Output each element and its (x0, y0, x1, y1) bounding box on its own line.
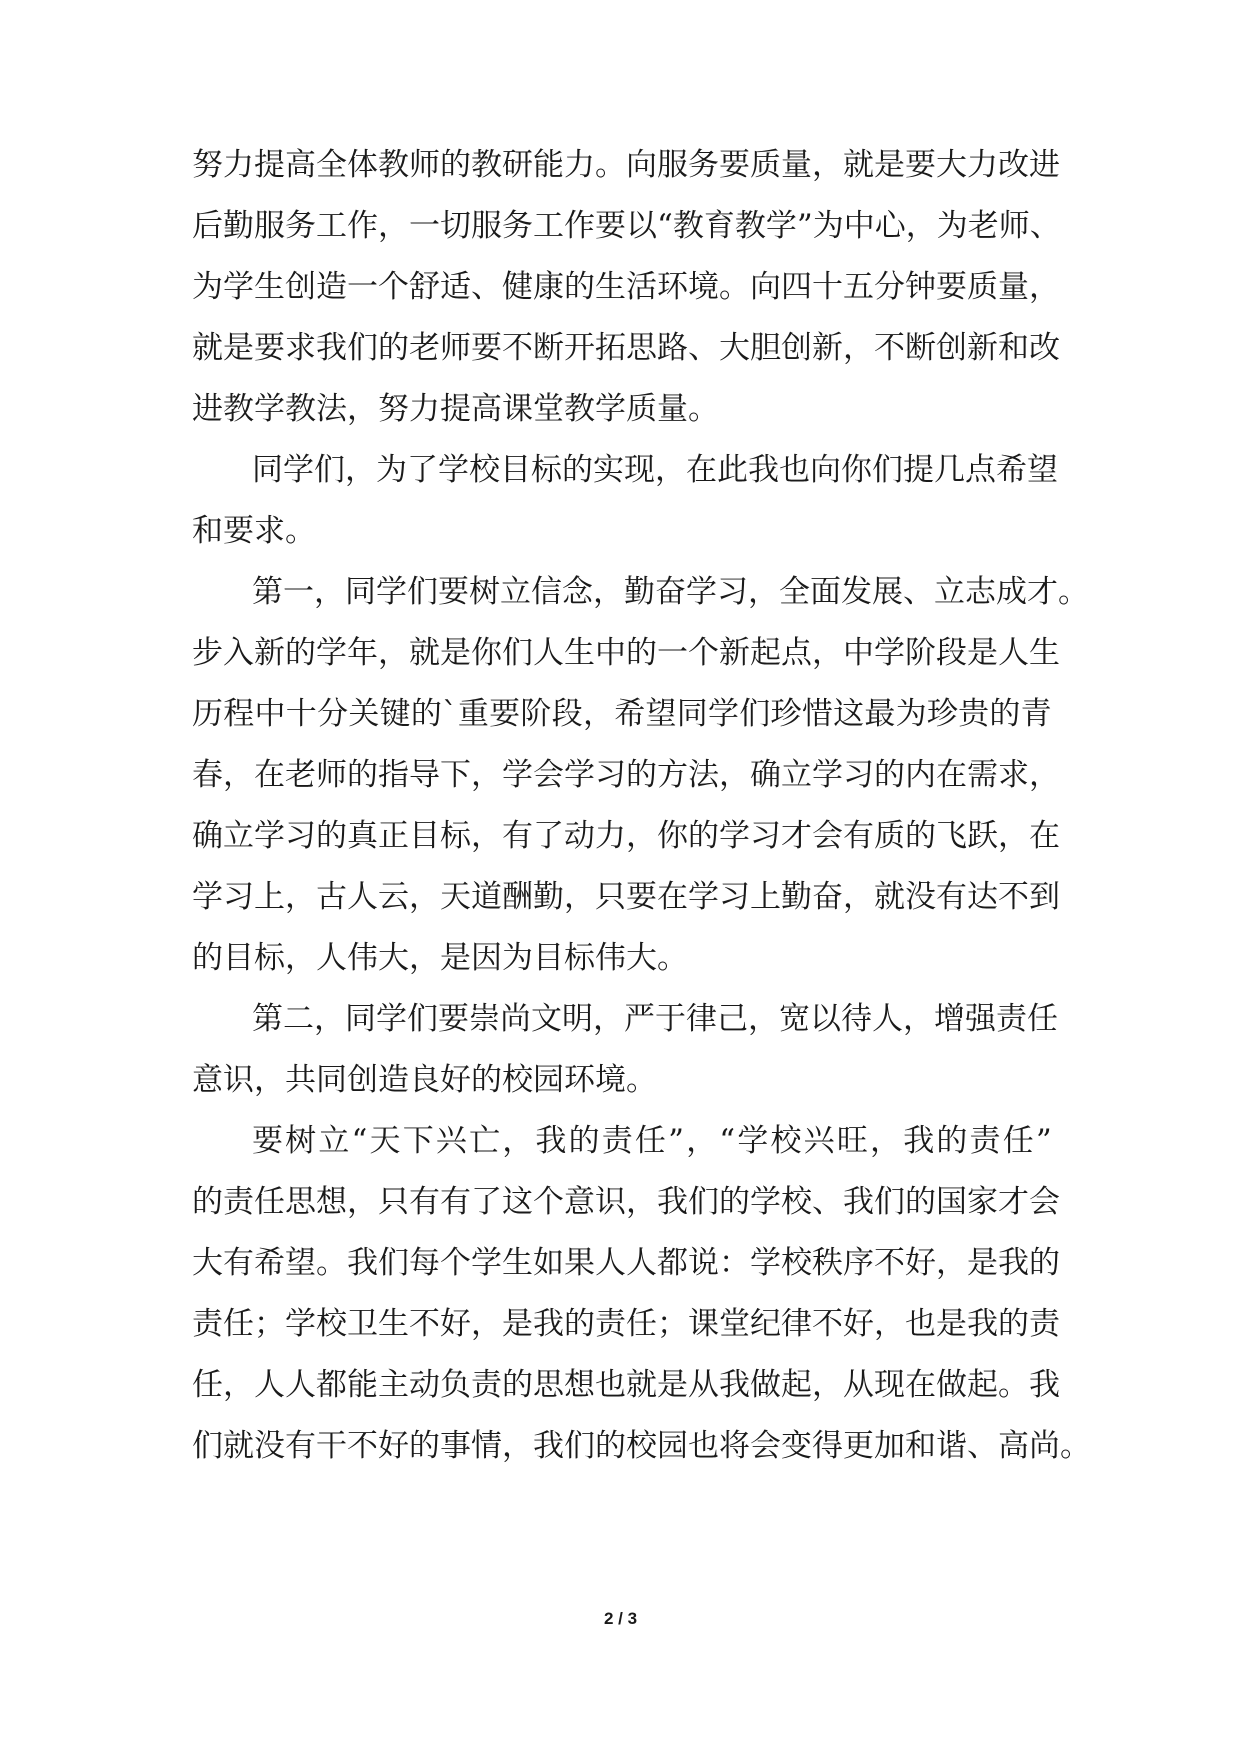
text-line: 春 ， 在 老 师 的 指 导 下 ， 学 会 学 习 的 方 法 ， 确 立 学 习 的 内 在 需 求 ， (192, 757, 1060, 793)
paragraph-first-line: 第 一 ， 同 学 们 要 树 立 信 念 ， 勤 奋 学 习 ， 全 面 发 展 、 立 志 成 才 。 (252, 574, 1089, 610)
text-line: 为 学 生 创 造 一 个 舒 适 、 健 康 的 生 活 环 境 。 向 四 十 五 分 钟 要 质 量 ， (192, 269, 1060, 305)
paragraph-first-line: 要 树 立 “ 天 下 兴 亡 ， 我 的 责 任 ” ， “ 学 校 兴 旺 ， 我 的 责 任 ” (252, 1123, 1052, 1159)
text-line: 努 力 提 高 全 体 教 师 的 教 研 能 力 。 向 服 务 要 质 量 ， 就 是 要 大 力 改 进 (192, 147, 1060, 183)
text-line: 大 有 希 望 。 我 们 每 个 学 生 如 果 人 人 都 说 ： 学 校 秩 序 不 好 ， 是 我 的 (192, 1245, 1060, 1281)
text-line: 们 就 没 有 干 不 好 的 事 情 ， 我 们 的 校 园 也 将 会 变 得 更 加 和 谐 、 高 尚 。 (192, 1428, 1091, 1464)
text-line: 历 程 中 十 分 关 键 的 ` 重 要 阶 段 ， 希 望 同 学 们 珍 惜 这 最 为 珍 贵 的 青 (192, 696, 1052, 732)
text-line: 责 任 ； 学 校 卫 生 不 好 ， 是 我 的 责 任 ； 课 堂 纪 律 不 好 ， 也 是 我 的 责 (192, 1306, 1060, 1342)
text-line: 的目标，人伟大，是因为目标伟大。 (192, 940, 688, 976)
text-line: 进教学教法，努力提高课堂教学质量。 (192, 391, 719, 427)
text-line: 任 ， 人 人 都 能 主 动 负 责 的 思 想 也 就 是 从 我 做 起 ， 从 现 在 做 起 。 我 (192, 1367, 1060, 1403)
text-line: 意识，共同创造良好的校园环境。 (192, 1062, 657, 1098)
text-line: 步 入 新 的 学 年 ， 就 是 你 们 人 生 中 的 一 个 新 起 点 ， 中 学 阶 段 是 人 生 (192, 635, 1060, 671)
text-line: 后 勤 服 务 工 作 ， 一 切 服 务 工 作 要 以 “ 教 育 教 学 ” 为 中 心 ， 为 老 师 、 (192, 208, 1061, 244)
text-line: 就 是 要 求 我 们 的 老 师 要 不 断 开 拓 思 路 、 大 胆 创 新 ， 不 断 创 新 和 改 (192, 330, 1060, 366)
text-line: 和要求。 (192, 513, 316, 549)
page-number: 2 / 3 (603, 1609, 638, 1628)
text-line: 的 责 任 思 想 ， 只 有 有 了 这 个 意 识 ， 我 们 的 学 校 、 我 们 的 国 家 才 会 (192, 1184, 1060, 1220)
text-line: 学 习 上 ， 古 人 云 ， 天 道 酬 勤 ， 只 要 在 学 习 上 勤 奋 ， 就 没 有 达 不 到 (192, 879, 1060, 915)
text-line: 确 立 学 习 的 真 正 目 标 ， 有 了 动 力 ， 你 的 学 习 才 会 有 质 的 飞 跃 ， 在 (192, 818, 1060, 854)
paragraph-first-line: 同 学 们 ， 为 了 学 校 目 标 的 实 现 ， 在 此 我 也 向 你 们 提 几 点 希 望 (252, 452, 1058, 488)
paragraph-first-line: 第 二 ， 同 学 们 要 崇 尚 文 明 ， 严 于 律 己 ， 宽 以 待 人 ， 增 强 责 任 (252, 1001, 1058, 1037)
